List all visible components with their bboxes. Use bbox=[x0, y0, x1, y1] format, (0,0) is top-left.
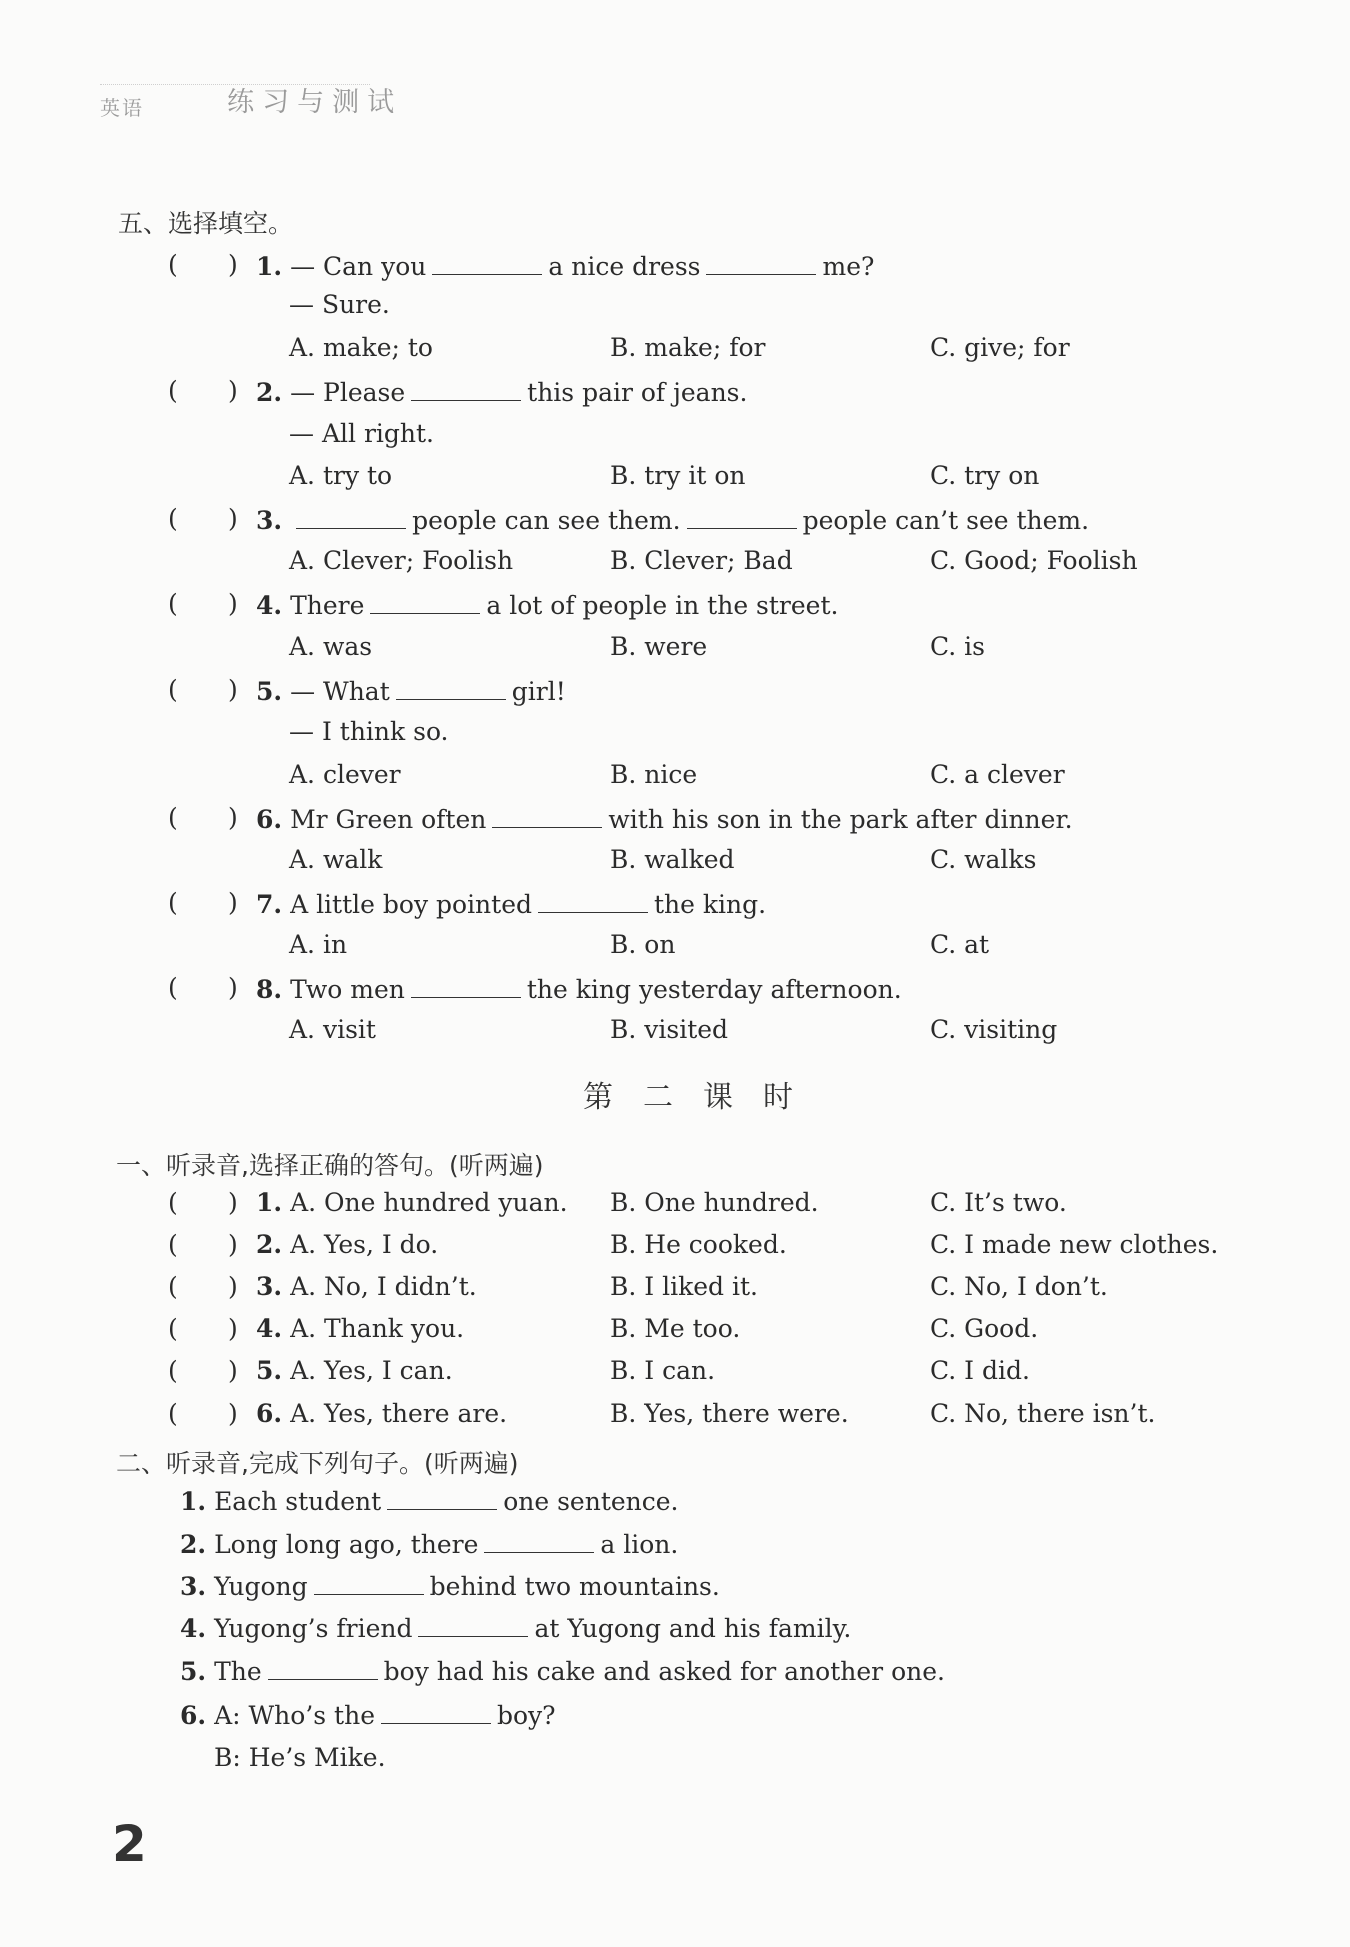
option-b: B. make; for bbox=[610, 333, 766, 362]
option-a: A. clever bbox=[289, 760, 401, 789]
option-c: C. No, I don’t. bbox=[930, 1272, 1108, 1301]
answer-paren[interactable]: ( ) bbox=[168, 1272, 238, 1301]
answer-blank[interactable] bbox=[381, 1699, 491, 1724]
question-1-reply: — Sure. bbox=[289, 290, 390, 319]
question-8: 8. Two men the king yesterday afternoon. bbox=[256, 975, 902, 1004]
answer-paren[interactable]: ( ) bbox=[168, 1188, 238, 1217]
option-c: C. Good; Foolish bbox=[930, 546, 1138, 575]
option-b: B. on bbox=[610, 930, 676, 959]
answer-paren[interactable]: ( ) bbox=[168, 1356, 238, 1385]
part-one-title: 一、听录音,选择正确的答句。(听两遍) bbox=[116, 1151, 544, 1180]
listening-item: 4. A. Thank you. bbox=[256, 1314, 465, 1343]
sentence-item: 2. Long long ago, there a lion. bbox=[180, 1530, 679, 1559]
answer-blank[interactable] bbox=[492, 803, 602, 828]
question-5: 5. — What girl! bbox=[256, 677, 566, 706]
option-c: C. a clever bbox=[930, 760, 1065, 789]
listening-item: 1. A. One hundred yuan. bbox=[256, 1188, 568, 1217]
option-a: A. was bbox=[289, 632, 373, 661]
listening-item: 6. A. Yes, there are. bbox=[256, 1399, 508, 1428]
option-b: B. Clever; Bad bbox=[610, 546, 793, 575]
answer-paren[interactable]: ( ) bbox=[168, 589, 238, 618]
option-b: B. try it on bbox=[610, 461, 746, 490]
option-c: C. Good. bbox=[930, 1314, 1039, 1343]
option-a: A. Clever; Foolish bbox=[289, 546, 514, 575]
answer-blank[interactable] bbox=[296, 504, 406, 529]
sentence-item: 6. A: Who’s the boy? bbox=[180, 1701, 556, 1730]
option-a: A. visit bbox=[289, 1015, 376, 1044]
option-b: B. He cooked. bbox=[610, 1230, 787, 1259]
question-2-reply: — All right. bbox=[289, 419, 434, 448]
option-b: B. I can. bbox=[610, 1356, 716, 1385]
answer-blank[interactable] bbox=[538, 888, 648, 913]
option-a: A. in bbox=[289, 930, 348, 959]
option-b: B. Yes, there were. bbox=[610, 1399, 849, 1428]
question-4: 4. There a lot of people in the street. bbox=[256, 591, 839, 620]
header-rule bbox=[100, 84, 370, 85]
option-c: C. I made new clothes. bbox=[930, 1230, 1219, 1259]
answer-blank[interactable] bbox=[396, 675, 506, 700]
option-c: C. It’s two. bbox=[930, 1188, 1067, 1217]
option-b: B. Me too. bbox=[610, 1314, 741, 1343]
option-c: C. walks bbox=[930, 845, 1037, 874]
option-c: C. visiting bbox=[930, 1015, 1058, 1044]
option-b: B. One hundred. bbox=[610, 1188, 819, 1217]
answer-blank[interactable] bbox=[411, 973, 521, 998]
answer-paren[interactable]: ( ) bbox=[168, 250, 238, 279]
section-five-title: 五、选择填空。 bbox=[118, 209, 294, 238]
listening-item: 5. A. Yes, I can. bbox=[256, 1356, 453, 1385]
sentence-reply: B: He’s Mike. bbox=[214, 1743, 386, 1772]
option-b: B. visited bbox=[610, 1015, 729, 1044]
answer-paren[interactable]: ( ) bbox=[168, 675, 238, 704]
page-header bbox=[100, 84, 403, 123]
header-title: 练习与测试 bbox=[227, 87, 403, 118]
answer-blank[interactable] bbox=[687, 504, 797, 529]
option-c: C. at bbox=[930, 930, 990, 959]
answer-blank[interactable] bbox=[411, 376, 521, 401]
option-c: C. No, there isn’t. bbox=[930, 1399, 1156, 1428]
sentence-item: 5. The boy had his cake and asked for another one. bbox=[180, 1657, 945, 1686]
option-b: B. were bbox=[610, 632, 708, 661]
option-c: C. try on bbox=[930, 461, 1040, 490]
sentence-item: 3. Yugong behind two mountains. bbox=[180, 1572, 720, 1601]
option-a: A. try to bbox=[289, 461, 393, 490]
listening-item: 2. A. Yes, I do. bbox=[256, 1230, 439, 1259]
question-6: 6. Mr Green often with his son in the park after dinner. bbox=[256, 805, 1073, 834]
header-subject: 英语 bbox=[100, 96, 144, 120]
answer-blank[interactable] bbox=[314, 1570, 424, 1595]
sentence-item: 1. Each student one sentence. bbox=[180, 1487, 679, 1516]
answer-paren[interactable]: ( ) bbox=[168, 803, 238, 832]
answer-blank[interactable] bbox=[387, 1485, 497, 1510]
answer-blank[interactable] bbox=[268, 1655, 378, 1680]
answer-paren[interactable]: ( ) bbox=[168, 1230, 238, 1259]
option-b: B. I liked it. bbox=[610, 1272, 758, 1301]
page-number: 2 bbox=[112, 1815, 147, 1873]
answer-paren[interactable]: ( ) bbox=[168, 973, 238, 1002]
answer-blank[interactable] bbox=[432, 250, 542, 275]
option-a: A. walk bbox=[289, 845, 383, 874]
question-7: 7. A little boy pointed the king. bbox=[256, 890, 767, 919]
question-5-reply: — I think so. bbox=[289, 717, 449, 746]
listening-item: 3. A. No, I didn’t. bbox=[256, 1272, 477, 1301]
answer-blank[interactable] bbox=[370, 589, 480, 614]
answer-paren[interactable]: ( ) bbox=[168, 1314, 238, 1343]
option-b: B. nice bbox=[610, 760, 698, 789]
lesson-title: 第二课时 bbox=[583, 1080, 823, 1115]
question-1: 1. — Can you a nice dress me? bbox=[256, 252, 875, 281]
answer-blank[interactable] bbox=[706, 250, 816, 275]
option-a: A. make; to bbox=[289, 333, 433, 362]
option-c: C. I did. bbox=[930, 1356, 1030, 1385]
answer-blank[interactable] bbox=[484, 1528, 594, 1553]
sentence-item: 4. Yugong’s friend at Yugong and his family. bbox=[180, 1614, 852, 1643]
answer-paren[interactable]: ( ) bbox=[168, 1399, 238, 1428]
question-2: 2. — Please this pair of jeans. bbox=[256, 378, 748, 407]
option-c: C. give; for bbox=[930, 333, 1070, 362]
option-c: C. is bbox=[930, 632, 985, 661]
option-b: B. walked bbox=[610, 845, 735, 874]
answer-blank[interactable] bbox=[418, 1612, 528, 1637]
part-two-title: 二、听录音,完成下列句子。(听两遍) bbox=[116, 1449, 519, 1478]
question-3: 3. people can see them. people can’t see them. bbox=[256, 506, 1090, 535]
answer-paren[interactable]: ( ) bbox=[168, 376, 238, 405]
answer-paren[interactable]: ( ) bbox=[168, 504, 238, 533]
answer-paren[interactable]: ( ) bbox=[168, 888, 238, 917]
